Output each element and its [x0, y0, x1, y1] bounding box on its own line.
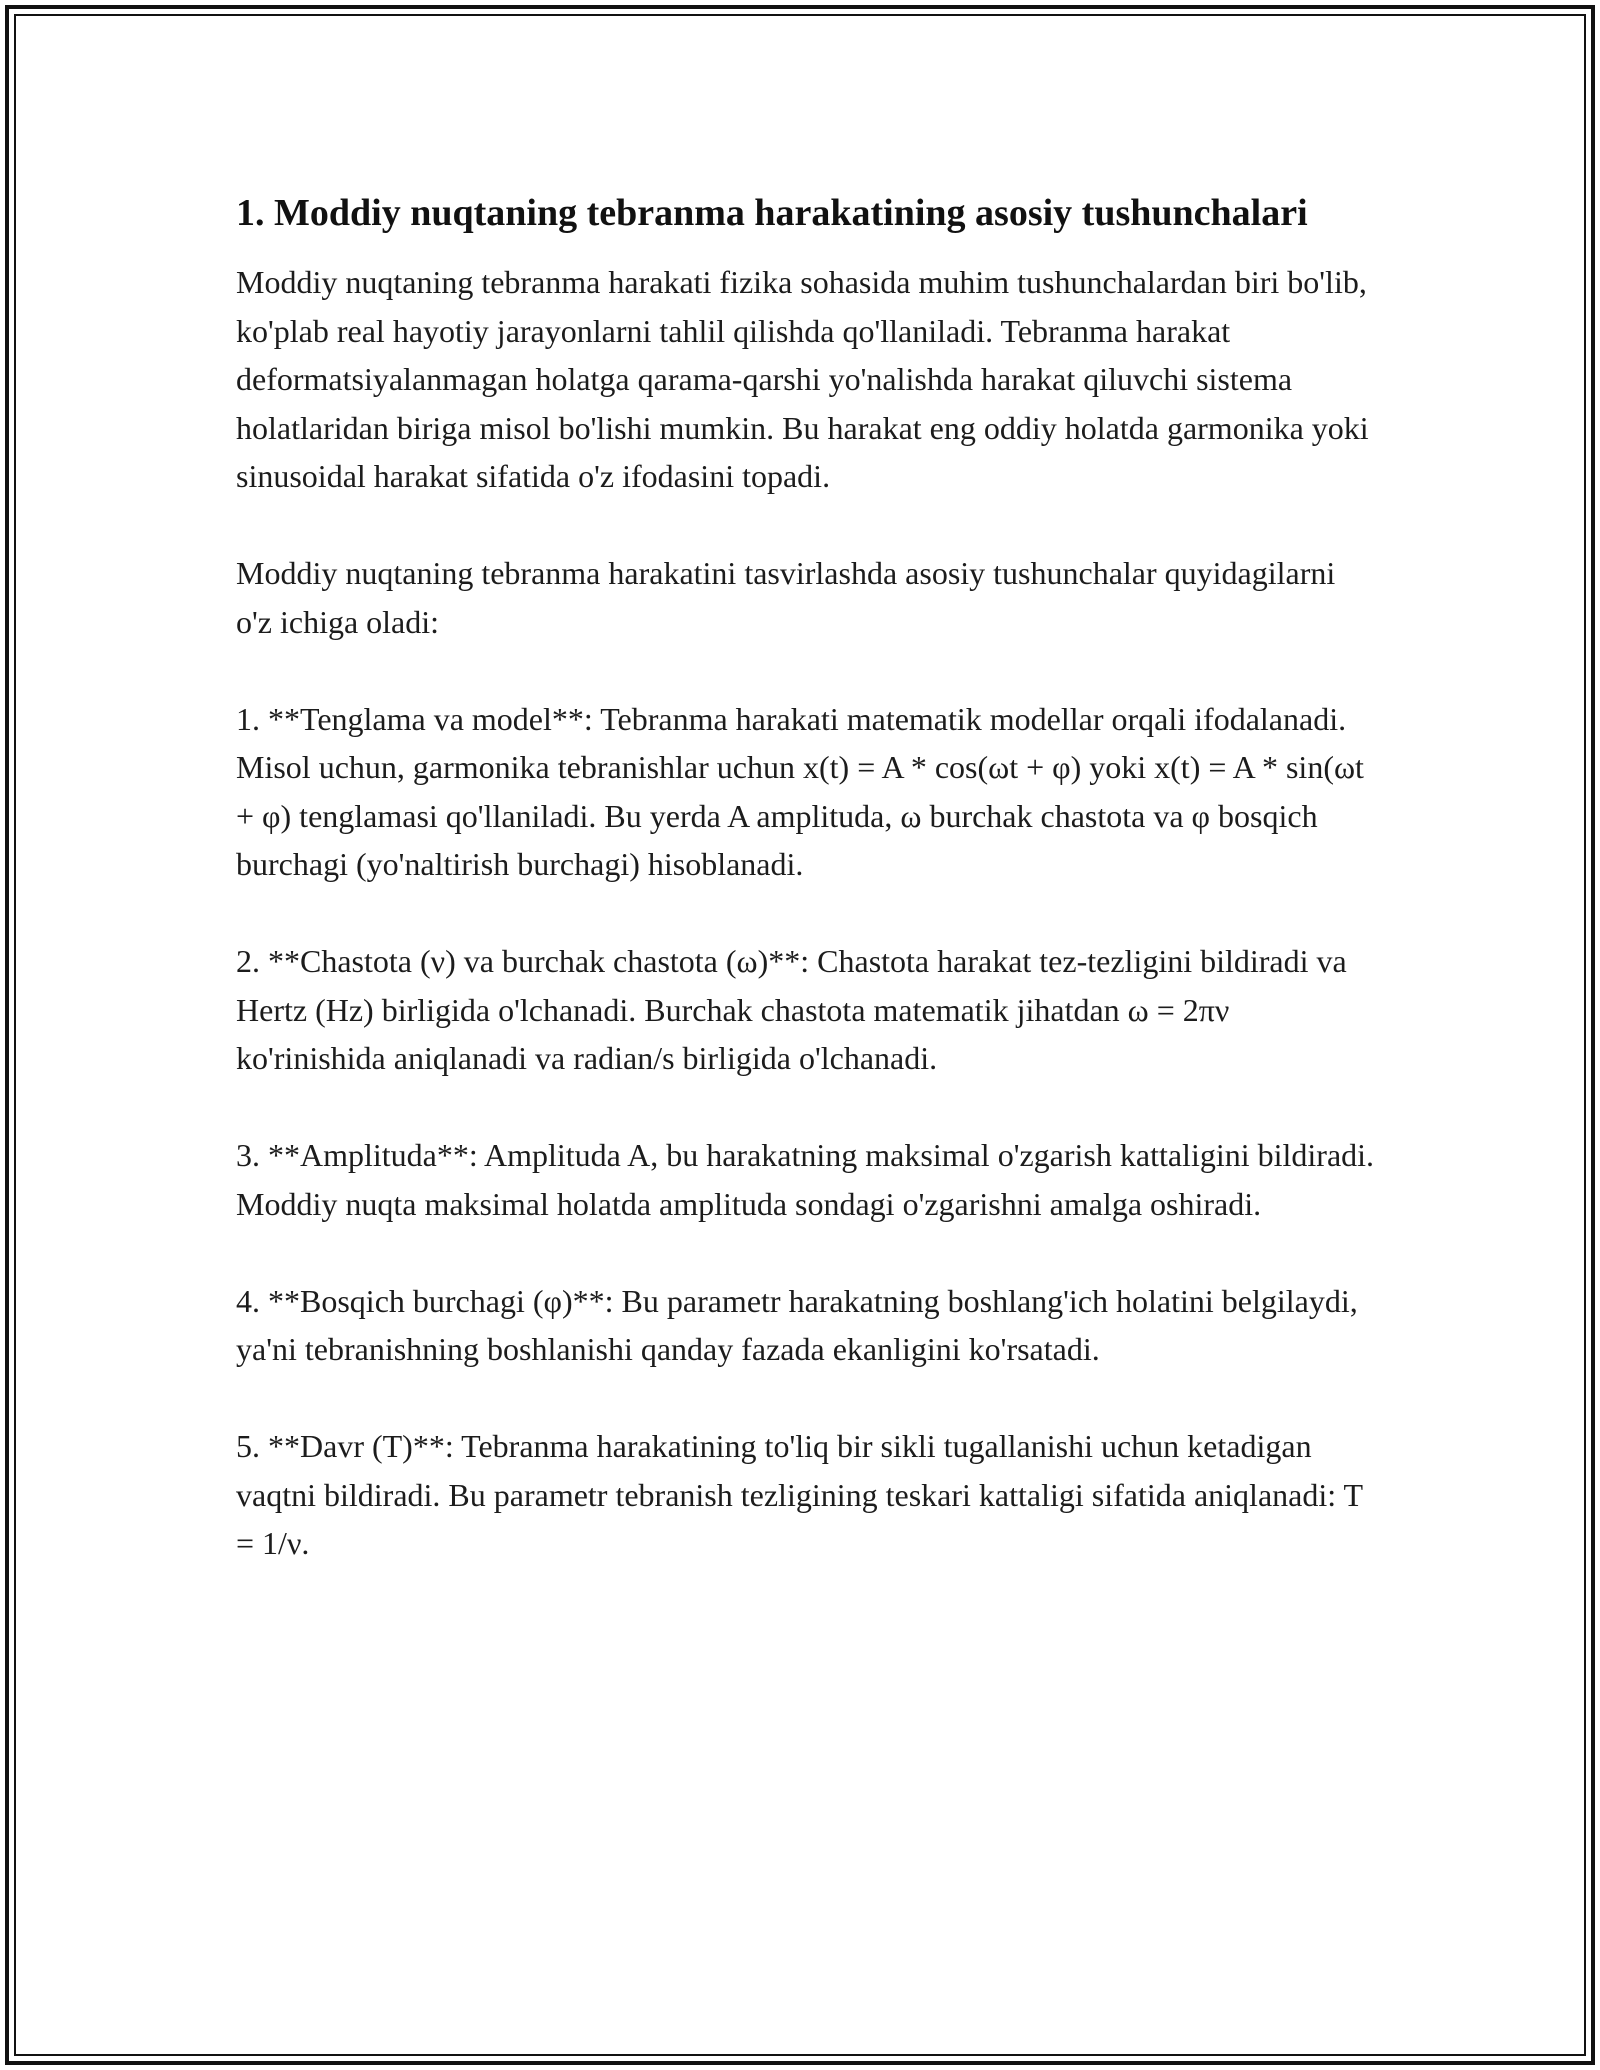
list-item-period: 5. **Davr (T)**: Tebranma harakatining to'liq bir sikli tugallanishi uchun ketadigan vaqtni bildiradi. Bu parametr tebranish tezligining teskari kattaligi sifatida aniqlanadi: T = 1/ν. [236, 1428, 1363, 1561]
document-body [236, 186, 1376, 1568]
intro-paragraph: Moddiy nuqtaning tebranma harakati fizika sohasida muhim tushunchalardan biri bo'lib, ko'plab real hayotiy jarayonlarni tahlil qilishda qo'llaniladi. Tebranma harakat deformatsiyalanmagan holatga qarama-qarshi yo'nalishda harakat qiluvchi sistema holatlaridan biriga misol bo'lishi mumkin. Bu harakat eng oddiy holatda garmonika yoki sinusoidal harakat sifatida o'z ifodasini topadi. [236, 264, 1369, 494]
list-item-amplitude: 3. **Amplituda**: Amplituda A, bu harakatning maksimal o'zgarish kattaligini bildiradi. Moddiy nuqta maksimal holatda amplituda sondagi o'zgarishni amalga oshiradi. [236, 1137, 1375, 1222]
section-heading: 1. Moddiy nuqtaning tebranma harakatining asosiy tushunchalari [236, 192, 1308, 234]
list-item-equation-model: 1. **Tenglama va model**: Tebranma harakati matematik modellar orqali ifodalanadi. Misol uchun, garmonika tebranishlar uchun x(t) = A * cos(ωt + φ) yoki x(t) = A * sin(ωt + φ) tenglamasi qo'llaniladi. Bu yerda A amplituda, ω burchak chastota va φ bosqich burchagi (yo'naltirish burchagi) hisoblanadi. [236, 700, 1364, 882]
concepts-intro-paragraph: Moddiy nuqtaning tebranma harakatini tasvirlashda asosiy tushunchalar quyidagilarni o'z ichiga oladi: [236, 555, 1336, 640]
list-item-frequency: 2. **Chastota (ν) va burchak chastota (ω)**: Chastota harakat tez-tezligini bildiradi va Hertz (Hz) birligida o'lchanadi. Burchak chastota matematik jihatdan ω = 2πν ko'rinishida aniqlanadi va radian/s birligida o'lchanadi. [236, 943, 1347, 1076]
list-item-phase-angle: 4. **Bosqich burchagi (φ)**: Bu parametr harakatning boshlang'ich holatini belgilaydi, ya'ni tebranishning boshlanishi qanday fazada ekanligini ko'rsatadi. [236, 1282, 1358, 1367]
